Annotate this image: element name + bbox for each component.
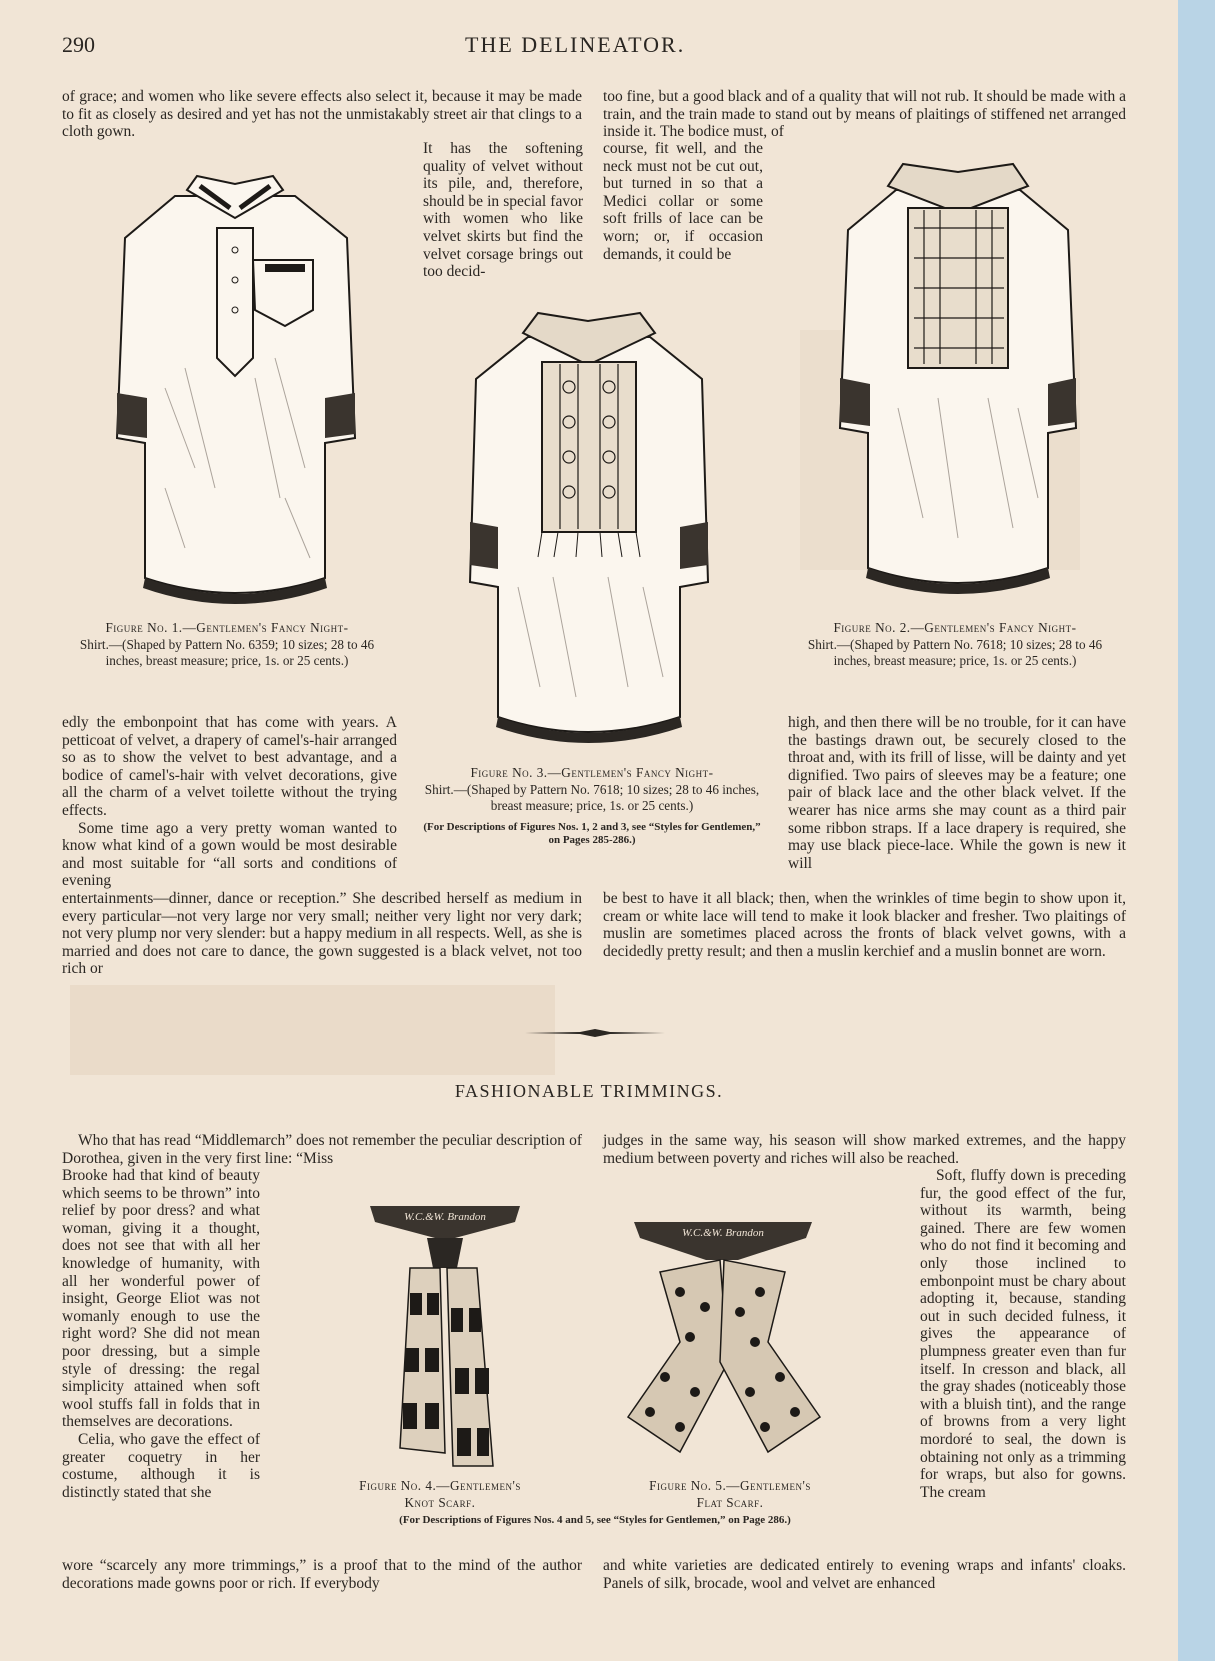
trimmings-column-1-intro (62, 1132, 582, 1167)
figure-1-nightshirt-illustration (105, 168, 367, 608)
figure-reference-note: (For Descriptions of Figures Nos. 4 and 5, see “Styles for Gentlemen,” on Page 286.) (399, 1514, 791, 1526)
trimmings-column-1-bottom (62, 1557, 582, 1592)
paragraph: be best to have it all black; then, when the wrinkles of time begin to show upon it, cream or white lace will tend to make it look blacker and fresher. Two plaitings of muslin are sometimes placed across the fronts of black velvet gowns, with a decidedly pretty result; and then a muslin kerchief and a muslin bonnet are worn. (603, 890, 1126, 960)
article-column-2-intro (603, 88, 1126, 141)
article-column-2-narrow (603, 140, 763, 263)
paragraph: edly the embonpoint that has come with years. A petticoat of velvet, a drapery of camel's-hair arranged so as to show the velvet to best advantage, and a bodice of camel's-hair with velvet decorations, give all the charm of a velvet toilette without the trying effects. (62, 714, 397, 819)
caption-body: Flat Scarf. (696, 1494, 764, 1510)
paragraph: entertainments—dinner, dance or reception.” She described herself as medium in every particular—not very large nor very small; neither very light nor very dark; not very plump nor very slender: but a happy medium in all respects. Well, as she is married and does not care to dance, the gown suggested is a black velvet, not too rich or (62, 890, 582, 978)
figure-4-knot-scarf-illustration (365, 1198, 525, 1473)
show-through-stain (70, 985, 555, 1075)
caption-body: Shirt.—(Shaped by Pattern No. 7618; 10 sizes; 28 to 46 inches, breast measure; price, 1s. or 25 cents.) (807, 636, 1103, 668)
figure-2-nightshirt-illustration (828, 158, 1088, 608)
caption-body: Shirt.—(Shaped by Pattern No. 6359; 10 sizes; 28 to 46 inches, breast measure; price, 1s. or 25 cents.) (79, 636, 375, 668)
paragraph: and white varieties are dedicated entirely to evening wraps and infants' cloaks. Panels of silk, brocade, wool and velvet are enhanced (603, 1557, 1126, 1592)
article-column-2-bottom (603, 890, 1126, 960)
figure-2-caption (790, 620, 1120, 670)
article-column-1-bottom (62, 890, 582, 978)
figure-5-caption (600, 1478, 860, 1511)
paragraph: Celia, who gave the effect of greater coquetry in her costume, although it is distinctly stated that she (62, 1430, 260, 1501)
article-column-1-middle (62, 714, 397, 890)
section-title: FASHIONABLE TRIMMINGS. (454, 1081, 724, 1101)
paragraph: It has the softening quality of velvet without its pile, and, therefore, should be in special favor with women who like velvet skirts but find the velvet corsage brings out too decid- (423, 140, 583, 281)
scarf-logo-text: W.C.&W. Brandon (404, 1211, 486, 1223)
page-number: 290 (62, 32, 95, 57)
figure-reference-note: (For Descriptions of Figures Nos. 1, 2 and 3, see “Styles for Gentlemen,” on Pages 285-286.) (423, 820, 761, 846)
trimmings-column-2-bottom (603, 1557, 1126, 1592)
ornamental-divider (525, 1026, 665, 1040)
paragraph: too fine, but a good black and of a quality that will not rub. It should be made with a train, and the train made to stand out by means of plaitings of stiffened net arranged inside it. The bodice must, of (603, 88, 1127, 141)
figure-4-caption (310, 1478, 570, 1511)
article-column-2-middle (788, 714, 1126, 872)
scan-background-strip (1178, 0, 1215, 1661)
scarf-logo-text: W.C.&W. Brandon (682, 1227, 764, 1239)
article-column-1-intro (62, 88, 582, 141)
running-title: THE DELINEATOR. (465, 32, 686, 57)
paragraph: wore “scarcely any more trimmings,” is a proof that to the mind of the author decorations made gowns poor or rich. If everybody (62, 1557, 582, 1592)
caption-body: Knot Scarf. (404, 1494, 476, 1510)
figure-3-nightshirt-illustration (458, 307, 720, 747)
caption-body: Shirt.—(Shaped by Pattern No. 7618; 10 sizes; 28 to 46 inches, breast measure; price, 1s. or 25 cents.) (424, 781, 760, 813)
paragraph: Soft, fluffy down is preceding fur, the good effect of the fur, without its warmth, being gained. There are few women who do not find it becoming and only those inclined to embonpoint must be chary about adopting it, because, standing out in such decided fulness, it gives the appearance of plumpness greater even than fur itself. In cresson and black, all the gray shades (noticeably those with a bluish tint), and the range of browns from a very light mordoré to seal, the down is obtaining not only as a trimming for wraps, but also for gowns. The cream (920, 1167, 1126, 1501)
article-column-1-narrow (423, 140, 583, 281)
paragraph: course, fit well, and the neck must not be cut out, but turned in so that a Medici collar or some soft frills of lace can be worn; or, if occasion demands, it could be (603, 140, 763, 263)
caption-heading: Figure No. 4.—Gentlemen's (359, 1478, 521, 1493)
paragraph: Some time ago a very pretty woman wanted to know what kind of a gown would be most desirable and most suitable for “all sorts and conditions of evening (62, 819, 397, 890)
figure-3-caption (422, 765, 762, 847)
trimmings-column-2-narrow (920, 1167, 1126, 1501)
trimmings-column-2-intro (603, 1132, 1126, 1167)
paragraph: judges in the same way, his season will show marked extremes, and the happy medium between poverty and riches will also be reached. (603, 1132, 1126, 1167)
paragraph: high, and then there will be no trouble, for it can have the bastings drawn out, be securely closed to the throat and, with its frill of lisse, will be dainty and yet dignified. Two pairs of sleeves may be a feature; one pair of black lace and the other black velvet. If the wearer has nice arms she may count as a third pair some ribbon straps. If a lace drapery is required, she may use black piece-lace. While the gown is new it will (788, 714, 1126, 872)
trimmings-column-1-narrow (62, 1167, 260, 1501)
caption-heading: Figure No. 5.—Gentlemen's (649, 1478, 811, 1493)
paragraph: Who that has read “Middlemarch” does not remember the peculiar description of Dorothea, given in the very first line: “Miss (62, 1132, 582, 1167)
caption-heading: Figure No. 1.—Gentlemen's Fancy Night- (105, 620, 349, 635)
paragraph: Brooke had that kind of beauty which seems to be thrown” into relief by poor dress? and what woman, giving it a thought, does not see that with all her knowledge of humanity, with all her wonderful power of insight, George Eliot was not womanly enough to use the right word? She did not mean poor dressing, but a simple style of dressing: the regal simplicity attained when soft wool stuffs fall in folds that in themselves are decorations. (62, 1167, 260, 1431)
caption-heading: Figure No. 2.—Gentlemen's Fancy Night- (833, 620, 1077, 635)
figure-5-flat-scarf-illustration (620, 1212, 825, 1477)
figure-1-caption (62, 620, 392, 670)
paragraph: of grace; and women who like severe effects also select it, because it may be made to fit as closely as desired and yet has not the unmistakably street air that clings to a cloth gown. (62, 88, 582, 141)
caption-heading: Figure No. 3.—Gentlemen's Fancy Night- (470, 765, 714, 780)
scarf-reference-note (300, 1514, 890, 1527)
